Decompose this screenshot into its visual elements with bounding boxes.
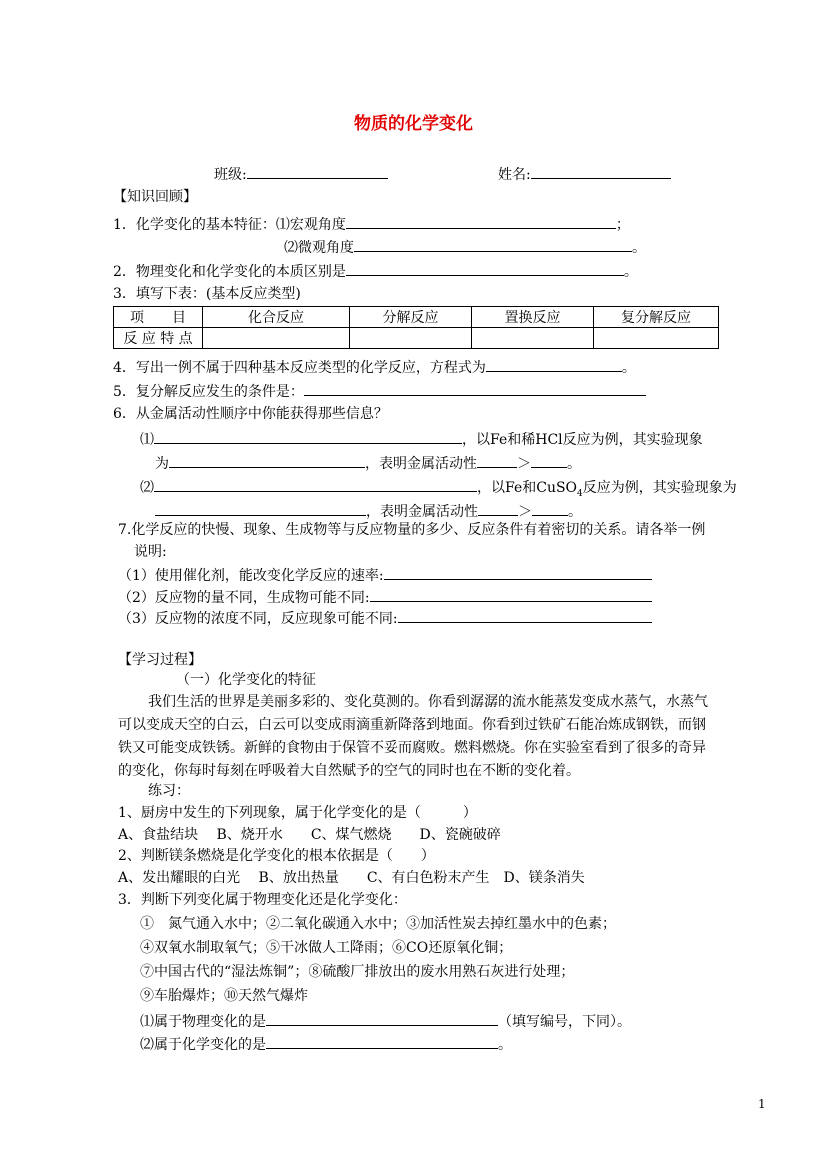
class-field	[214, 163, 388, 185]
q7-item-1-text: （1）使用催化剂，能改变化学反应的速率:	[118, 568, 384, 584]
q6-b-line2-mid: ，表明金属活动性	[366, 504, 478, 520]
practice-q3-line: ④双氧水制取氧气；⑤干冰做人工降雨；⑥CO还原氧化铜；	[140, 940, 513, 956]
practice-label: 练习：	[148, 783, 190, 799]
table-header-cell: 项 目	[114, 307, 203, 328]
practice-q3-line: ⑦中国古代的“湿法炼铜”；⑧硫酸厂排放出的废水用熟石灰进行处理；	[140, 964, 575, 980]
paragraph-line: 的变化，你每时每刻在呼吸着大自然赋予的空气的同时也在不断的变化着。	[118, 763, 580, 779]
q7-item-3-text: （3）反应物的浓度不同，反应现象可能不同:	[118, 611, 398, 627]
q1-sub-end: 。	[632, 240, 646, 256]
answer-b-label: ⑵属于化学变化的是	[140, 1037, 266, 1053]
q3-text: 3．填写下表：(基本反应类型)	[113, 286, 301, 302]
name-label: 姓名:	[498, 167, 531, 183]
table-header-cell: 置换反应	[472, 307, 594, 328]
table-row-label: 反 应 特 点	[114, 328, 203, 349]
q5-text: 5．复分解反应发生的条件是：	[113, 384, 304, 400]
q1-text: 1．化学变化的基本特征：⑴宏观角度	[113, 217, 346, 233]
q7-text: 7.化学反应的快慢、现象、生成物等与反应物量的多少、反应条件有着密切的关系。请各举一例	[118, 522, 706, 538]
q6-b-end: 。	[568, 504, 582, 520]
table-cell	[350, 328, 472, 349]
table-cell	[594, 328, 719, 349]
q4-line	[113, 356, 636, 378]
practice-q3: 3．判断下列变化属于物理变化还是化学变化：	[118, 892, 407, 908]
practice-q3-line: ① 氮气通入水中；②二氧化碳通入水中；③加活性炭去掉红墨水中的色素；	[140, 916, 616, 932]
class-label: 班级:	[214, 167, 247, 183]
q2-text: 2．物理变化和化学变化的本质区别是	[113, 264, 346, 280]
q6-text: 6．从金属活动性顺序中你能获得那些信息？	[113, 406, 388, 422]
subsection-title: （一）化学变化的特征	[176, 672, 316, 688]
section-process-heading: 【学习过程】	[118, 652, 202, 668]
q6-b-line2	[155, 500, 582, 522]
q6-a-num: ⑴	[140, 432, 154, 448]
page-number: 1	[758, 1097, 766, 1111]
table-row	[114, 307, 719, 328]
table-cell	[203, 328, 350, 349]
q1-sub-line	[284, 236, 646, 258]
q6-b-sub: 4	[577, 488, 583, 499]
q7-item-3	[118, 607, 652, 629]
q1-end: ；	[615, 217, 630, 233]
q7-item-2	[118, 586, 652, 608]
paragraph-line: 可以变成天空的白云，白云可以变成雨滴重新降落到地面。你看到过铁矿石能冶炼成钢铁，而钢	[118, 717, 706, 733]
q7-item-2-text: （2）反应物的量不同，生成物可能不同:	[118, 590, 370, 606]
answer-b-end: 。	[498, 1037, 512, 1053]
q6-b-rest-b: 反应为例，其实验现象为	[582, 480, 737, 496]
table-header-cell: 复分解反应	[594, 307, 719, 328]
name-field	[498, 163, 671, 185]
page-title: 物质的化学变化	[354, 114, 473, 134]
q6-a-line	[140, 428, 703, 450]
practice-q2: 2、判断镁条燃烧是化学变化的根本依据是（ ）	[118, 848, 435, 864]
reaction-type-table	[113, 306, 719, 349]
practice-q3-answer-b	[140, 1033, 512, 1055]
answer-a-label: ⑴属于物理变化的是	[140, 1014, 266, 1030]
q7-item-1	[118, 564, 652, 586]
table-row	[114, 328, 719, 349]
q6-a-gt: ＞	[517, 456, 531, 472]
q6-a-line2	[155, 452, 581, 474]
q6-a-line2-mid: ，表明金属活动性	[365, 456, 477, 472]
practice-q2-options: A、发出耀眼的白光 B、放出热量 C、有白色粉末产生 D、镁条消失	[118, 870, 585, 886]
practice-q1-options: A、食盐结块 B、烧开水 C、煤气燃烧 D、瓷碗破碎	[118, 827, 501, 843]
table-header-cell: 分解反应	[350, 307, 472, 328]
practice-q3-answer-a	[140, 1010, 631, 1032]
q2-end: 。	[623, 264, 638, 280]
table-header-cell: 化合反应	[203, 307, 350, 328]
table-cell	[472, 328, 594, 349]
practice-q1: 1、厨房中发生的下列现象，属于化学变化的是（ ）	[118, 805, 477, 821]
q2-line	[113, 260, 638, 282]
practice-q3-line: ⑨车胎爆炸；⑩天然气爆炸	[140, 988, 308, 1004]
q6-a-line2-start: 为	[155, 456, 169, 472]
q7-text2: 说明:	[134, 544, 167, 560]
paragraph-line: 铁又可能变成铁锈。新鲜的食物由于保管不妥而腐败。燃料燃烧。你在实验室看到了很多的奇异	[118, 740, 706, 756]
q6-b-num: ⑵	[140, 480, 154, 496]
section-review-heading: 【知识回顾】	[113, 189, 197, 205]
q1-sub-text: ⑵微观角度	[284, 240, 354, 256]
q1-line	[113, 213, 630, 235]
q4-text: 4．写出一例不属于四种基本反应类型的化学反应，方程式为	[113, 360, 486, 376]
q6-a-end: 。	[567, 456, 581, 472]
q4-end: 。	[621, 360, 636, 376]
answer-a-end: （填写编号，下同）。	[498, 1014, 631, 1030]
q6-b-gt: ＞	[518, 504, 532, 520]
q5-line	[113, 380, 646, 402]
paragraph-line: 我们生活的世界是美丽多彩的、变化莫测的。你看到潺潺的流水能蒸发变成水蒸气，水蒸气	[148, 694, 708, 710]
q6-a-rest: ，以Fe和稀HCl反应为例，其实验现象	[462, 432, 703, 448]
q6-b-rest-a: ，以Fe和CuSO	[477, 480, 578, 496]
